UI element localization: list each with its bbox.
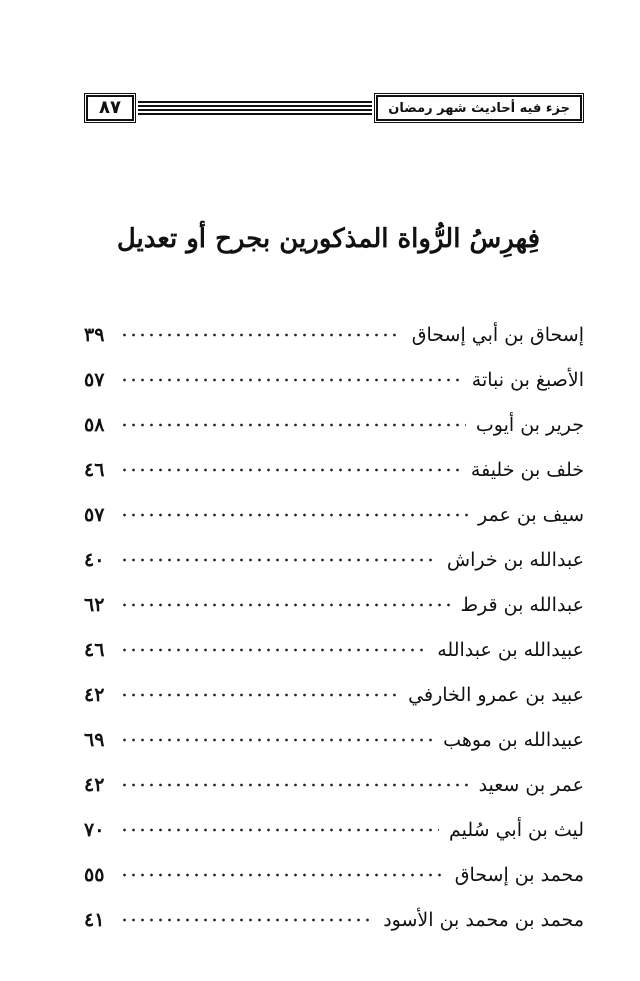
index-title: فِهرِسُ الرُّواة المذكورين بجرح أو تعديل bbox=[116, 224, 540, 254]
page-reference: ٤٠ bbox=[84, 548, 105, 571]
dot-leader bbox=[120, 415, 466, 435]
dot-leader bbox=[120, 865, 445, 885]
index-entry bbox=[84, 852, 584, 897]
page-reference: ٦٢ bbox=[84, 593, 105, 616]
page-reference: ٣٩ bbox=[84, 323, 105, 346]
page-reference: ٤١ bbox=[84, 908, 105, 931]
dot-leader bbox=[120, 370, 462, 390]
header-rule bbox=[138, 101, 372, 115]
narrator-name: إسحاق بن أبي إسحاق bbox=[411, 323, 584, 346]
dot-leader bbox=[120, 775, 469, 795]
book-title: جزء فيه أحاديث شهر رمضان bbox=[376, 95, 582, 121]
dot-leader bbox=[120, 505, 468, 525]
narrator-name: ليث بن أبي سُليم bbox=[448, 818, 584, 841]
page-reference: ٤٦ bbox=[84, 638, 105, 661]
dot-leader bbox=[120, 820, 439, 840]
index-entry bbox=[84, 762, 584, 807]
narrator-name: سيف بن عمر bbox=[478, 503, 584, 526]
index-entry bbox=[84, 447, 584, 492]
running-header bbox=[86, 94, 582, 122]
page-reference: ٥٨ bbox=[84, 413, 105, 436]
dot-leader bbox=[120, 730, 433, 750]
index-entry bbox=[84, 717, 584, 762]
narrator-name: عبدالله بن قرط bbox=[460, 593, 584, 616]
page-reference: ٤٢ bbox=[84, 683, 105, 706]
index-entry bbox=[84, 672, 584, 717]
narrator-name: جرير بن أيوب bbox=[475, 413, 584, 436]
page-reference: ٦٩ bbox=[84, 728, 105, 751]
dot-leader bbox=[120, 325, 402, 345]
page-reference: ٥٧ bbox=[84, 368, 105, 391]
page-reference: ٥٥ bbox=[84, 863, 105, 886]
dot-leader bbox=[120, 550, 437, 570]
index-entry bbox=[84, 357, 584, 402]
page-reference: ٧٠ bbox=[84, 818, 105, 841]
page-reference: ٤٢ bbox=[84, 773, 105, 796]
narrator-name: خلف بن خليفة bbox=[470, 458, 584, 481]
dot-leader bbox=[120, 910, 373, 930]
narrator-name: عمر بن سعيد bbox=[478, 773, 584, 796]
dot-leader bbox=[120, 595, 450, 615]
index-entry bbox=[84, 537, 584, 582]
index-entry bbox=[84, 492, 584, 537]
index-entry bbox=[84, 627, 584, 672]
narrator-name: عبدالله بن خراش bbox=[446, 548, 584, 571]
narrator-name: الأصبغ بن نباتة bbox=[471, 368, 584, 391]
narrators-index-list bbox=[84, 312, 584, 942]
narrator-name: عبيدالله بن عبدالله bbox=[437, 638, 584, 661]
index-entry bbox=[84, 807, 584, 852]
narrator-name: عبيد بن عمرو الخارفي bbox=[408, 683, 584, 706]
dot-leader bbox=[120, 640, 427, 660]
page-number: ٨٧ bbox=[86, 95, 134, 121]
index-entry bbox=[84, 312, 584, 357]
page-reference: ٤٦ bbox=[84, 458, 105, 481]
narrator-name: محمد بن إسحاق bbox=[454, 863, 584, 886]
dot-leader bbox=[120, 685, 398, 705]
index-entry bbox=[84, 897, 584, 942]
narrator-name: عبيدالله بن موهب bbox=[443, 728, 584, 751]
dot-leader bbox=[120, 460, 461, 480]
page-reference: ٥٧ bbox=[84, 503, 105, 526]
narrator-name: محمد بن محمد بن الأسود bbox=[383, 908, 584, 931]
index-entry bbox=[84, 402, 584, 447]
index-entry bbox=[84, 582, 584, 627]
